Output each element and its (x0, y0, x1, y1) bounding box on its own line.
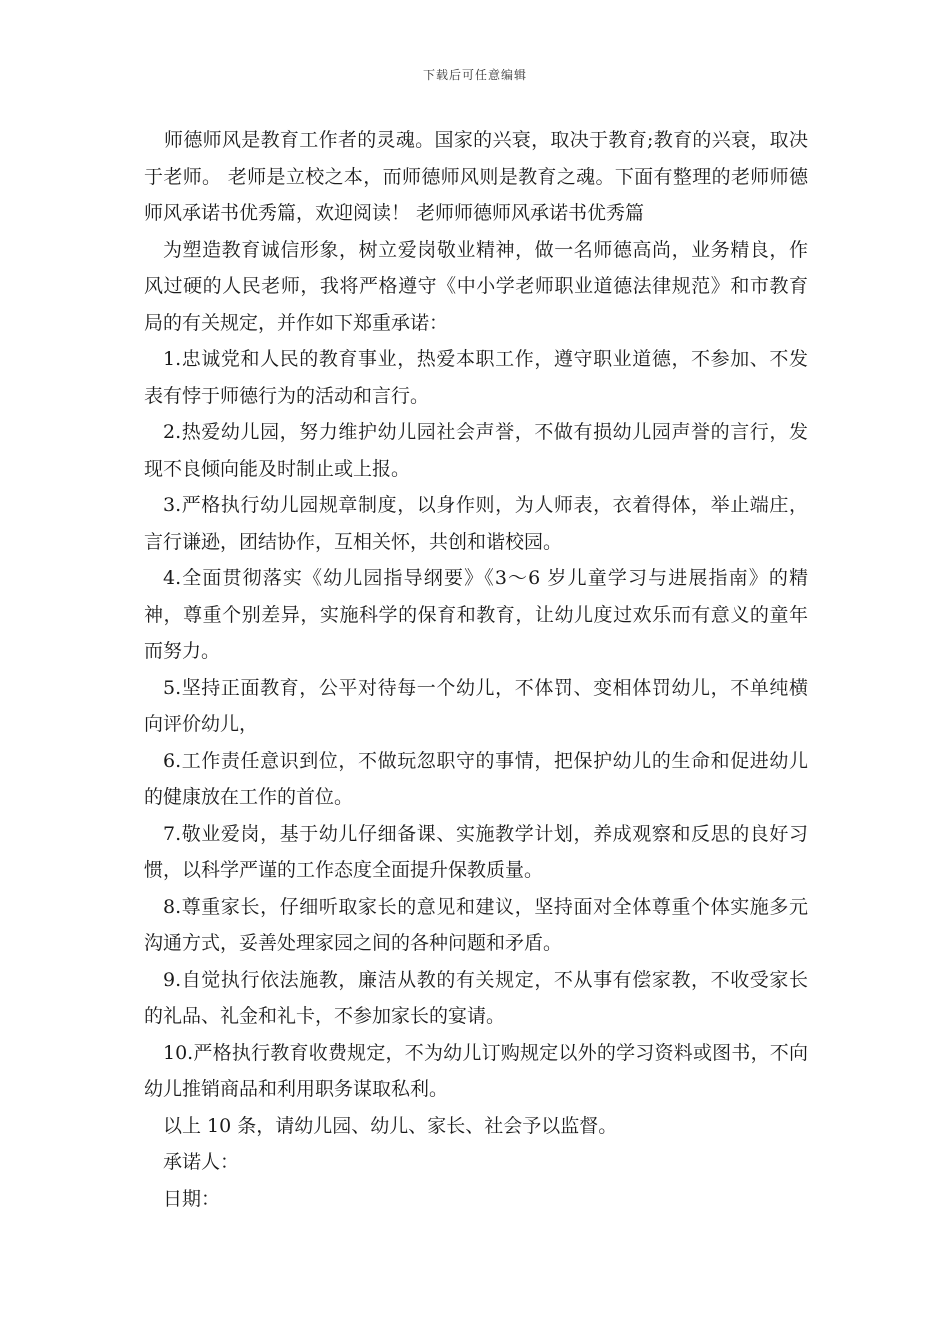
pledge-item-4: 4.全面贯彻落实《幼儿园指导纲要》《3～6 岁儿童学习与进展指南》的精神，尊重个别差异，实施科学的保育和教育，让幼儿度过欢乐而有意义的童年而努力。 (144, 567, 808, 662)
pledge-item-7: 7.敬业爱岗，基于幼儿仔细备课、实施教学计划，养成观察和反思的良好习惯，以科学严谨的工作态度全面提升保教质量。 (144, 822, 808, 881)
pledge-item-2: 2.热爱幼儿园，努力维护幼儿园社会声誉，不做有损幼儿园声誉的言行，发现不良倾向能及时制止或上报。 (144, 421, 808, 480)
pledge-item-5: 5.坚持正面教育，公平对待每一个幼儿，不体罚、变相体罚幼儿，不单纯横向评价幼儿， (144, 676, 808, 735)
signer-label: 承诺人： (163, 1151, 240, 1173)
pledge-item-3: 3.严格执行幼儿园规章制度，以身作则，为人师表，衣着得体，举止端庄，言行谦逊，团结协作，互相关怀，共创和谐校园。 (144, 494, 808, 553)
header-note: 下载后可任意编辑 (422, 68, 527, 82)
closing-paragraph: 以上 10 条，请幼儿园、幼儿、家长、社会予以监督。 (163, 1114, 618, 1137)
pledge-item-9: 9.自觉执行依法施教，廉洁从教的有关规定，不从事有偿家教，不收受家长的礼品、礼金和礼卡，不参加家长的宴请。 (144, 968, 808, 1027)
preamble-paragraph: 为塑造教育诚信形象，树立爱岗敬业精神，做一名师德高尚，业务精良，作风过硬的人民老师，我将严格遵守《中小学老师职业道德法律规范》和市教育局的有关规定，并作如下郑重承诺： (144, 238, 808, 334)
intro-paragraph: 师德师风是教育工作者的灵魂。国家的兴衰，取决于教育;教育的兴衰，取决于老师。 老师是立校之本，而师德师风则是教育之魂。下面有整理的老师师德师风承诺书优秀篇，欢迎阅读！ 老师师德师风承诺书优秀篇 (144, 129, 808, 224)
pledge-item-1: 1.忠诚党和人民的教育事业，热爱本职工作，遵守职业道德，不参加、不发表有悖于师德行为的活动和言行。 (144, 348, 808, 407)
date-label: 日期： (163, 1187, 221, 1210)
document-body (144, 122, 808, 1217)
pledge-item-6: 6.工作责任意识到位，不做玩忽职守的事情，把保护幼儿的生命和促进幼儿的健康放在工作的首位。 (144, 749, 808, 808)
pledge-item-8: 8.尊重家长，仔细听取家长的意见和建议，坚持面对全体尊重个体实施多元沟通方式，妥善处理家园之间的各种问题和矛盾。 (144, 895, 808, 954)
pledge-item-10: 10.严格执行教育收费规定，不为幼儿订购规定以外的学习资料或图书，不向幼儿推销商品和利用职务谋取私利。 (144, 1041, 808, 1100)
